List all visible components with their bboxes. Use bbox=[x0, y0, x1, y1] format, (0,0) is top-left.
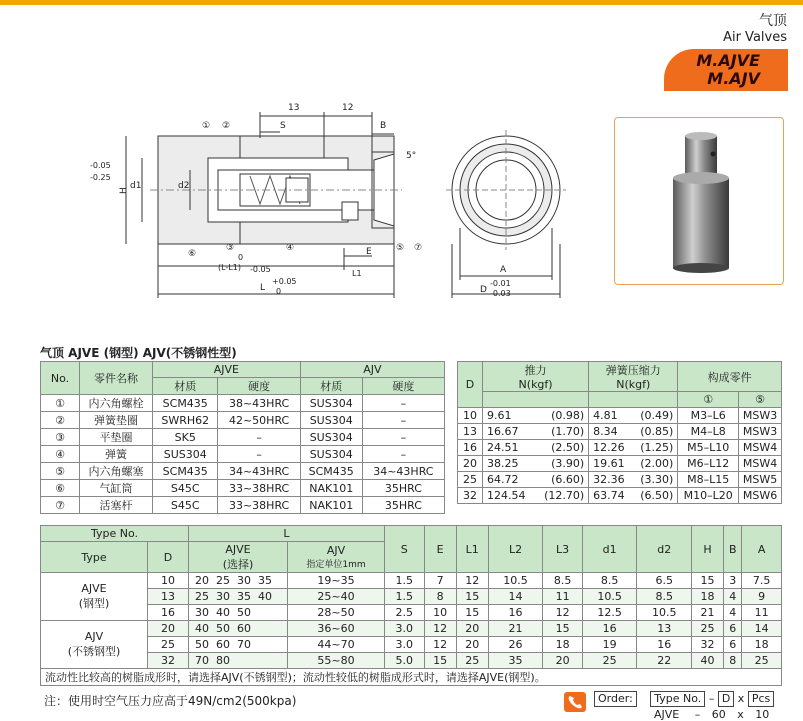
page-title-en: Air Valves bbox=[723, 30, 787, 45]
table-row bbox=[41, 497, 445, 514]
type-cell bbox=[41, 573, 148, 621]
table-cell: M3–L6 bbox=[678, 408, 739, 424]
table-cell: 20 bbox=[543, 653, 583, 669]
table-cell: 20 25 30 35 bbox=[189, 573, 288, 589]
table-cell: 25 30 35 40 bbox=[189, 589, 288, 605]
table-cell: 36~60 bbox=[288, 621, 385, 637]
table-cell: SCM435 bbox=[300, 463, 362, 480]
col-ajv: AJV bbox=[300, 362, 444, 378]
table-row bbox=[41, 446, 445, 463]
table-cell: 32 bbox=[691, 637, 723, 653]
force-spacer bbox=[483, 392, 589, 408]
col-l: L bbox=[189, 526, 385, 542]
table-cell: 13 bbox=[637, 621, 692, 637]
col-force bbox=[483, 362, 589, 392]
table-cell: ⑥ bbox=[41, 480, 80, 497]
table-cell: SK5 bbox=[153, 429, 218, 446]
table-cell: 8.5 bbox=[582, 573, 637, 589]
dim-e: E bbox=[366, 247, 372, 257]
table-cell: 16 bbox=[148, 605, 189, 621]
parts-table bbox=[40, 361, 445, 514]
table-cell: 气缸筒 bbox=[80, 480, 153, 497]
table-cell: 弹簧垫圈 bbox=[80, 412, 153, 429]
force-unit: N(kgf) bbox=[518, 378, 553, 391]
table-cell: 2.5 bbox=[385, 605, 425, 621]
table-cell: MSW6 bbox=[739, 488, 782, 504]
table-cell: S45C bbox=[153, 497, 218, 514]
table-cell: 22 bbox=[637, 653, 692, 669]
type-cell bbox=[41, 621, 148, 669]
table-cell: (0.98) bbox=[535, 408, 589, 424]
dim-ll1-bot: -0.05 bbox=[250, 265, 271, 274]
table-row bbox=[458, 424, 782, 440]
table-cell: 15 bbox=[424, 653, 456, 669]
spring-label: 弹簧压缩力 bbox=[605, 364, 661, 377]
dimension-note: 流动性比较高的树脂成形时，请选择AJV(不锈钢型)；流动性较低的树脂成形式时，请选择AJVE(钢型)。 bbox=[41, 669, 782, 686]
footer-note: 注：使用时空气压力应高于49N/cm2(500kpa) bbox=[44, 694, 297, 708]
table-cell: 1.5 bbox=[385, 573, 425, 589]
table-cell: 6 bbox=[724, 621, 742, 637]
order-label: Order: bbox=[594, 691, 637, 707]
table-cell: 平垫圈 bbox=[80, 429, 153, 446]
col-d: D bbox=[458, 362, 483, 408]
table-cell: 3 bbox=[724, 573, 742, 589]
table-cell: MSW4 bbox=[739, 456, 782, 472]
order-ex-type: AJVE bbox=[654, 708, 680, 721]
table-cell: ② bbox=[41, 412, 80, 429]
table-cell: 124.54 bbox=[483, 488, 535, 504]
table-cell: MSW4 bbox=[739, 440, 782, 456]
phone-icon bbox=[564, 692, 586, 712]
table-cell: – bbox=[362, 412, 444, 429]
col-l2: L2 bbox=[488, 526, 543, 573]
parts-table-title: 气顶 AJVE (钢型) AJV(不锈钢性型) bbox=[40, 346, 237, 360]
table-row bbox=[458, 408, 782, 424]
dimension-table bbox=[40, 525, 782, 686]
table-row bbox=[41, 429, 445, 446]
col-l1: L1 bbox=[456, 526, 488, 573]
order-ex-pcs: 10 bbox=[755, 708, 770, 721]
order-d: D bbox=[718, 691, 734, 707]
table-cell: NAK101 bbox=[300, 497, 362, 514]
spring-unit: N(kgf) bbox=[616, 378, 651, 391]
dim-l-top: +0.05 bbox=[272, 277, 297, 286]
table-cell: (6.50) bbox=[632, 488, 678, 504]
col-part1: ① bbox=[678, 392, 739, 408]
table-cell: 15 bbox=[691, 573, 723, 589]
table-row bbox=[458, 456, 782, 472]
callout-7: ⑦ bbox=[414, 243, 423, 253]
table-cell: 42~50HRC bbox=[218, 412, 300, 429]
table-cell: (1.25) bbox=[632, 440, 678, 456]
table-cell: 8.5 bbox=[543, 573, 583, 589]
table-cell: MSW3 bbox=[739, 424, 782, 440]
dim-a: A bbox=[500, 265, 507, 275]
dim-d1: d1 bbox=[130, 181, 142, 191]
table-row bbox=[41, 395, 445, 412]
spring-spacer bbox=[589, 392, 678, 408]
table-cell: 18 bbox=[742, 637, 782, 653]
table-cell: 44~70 bbox=[288, 637, 385, 653]
ajv-l-label: AJV bbox=[326, 544, 346, 557]
order-ex-dash: – bbox=[694, 708, 701, 721]
table-cell: 25 bbox=[691, 621, 723, 637]
table-cell: 10.5 bbox=[488, 573, 543, 589]
table-cell: 14 bbox=[742, 621, 782, 637]
table-cell: (0.49) bbox=[632, 408, 678, 424]
dim-13: 13 bbox=[288, 103, 300, 113]
table-cell: 10 bbox=[458, 408, 483, 424]
table-cell: 7 bbox=[424, 573, 456, 589]
table-cell: 50 60 70 bbox=[189, 637, 288, 653]
table-cell: 18 bbox=[543, 637, 583, 653]
order-ex-x: x bbox=[737, 708, 744, 721]
type-name: AJVE bbox=[81, 582, 107, 595]
table-cell: 30 40 50 bbox=[189, 605, 288, 621]
table-cell: 10.5 bbox=[637, 605, 692, 621]
col-type: Type bbox=[41, 542, 148, 573]
table-cell: 40 50 60 bbox=[189, 621, 288, 637]
table-cell: SUS304 bbox=[300, 446, 362, 463]
table-cell: 11 bbox=[742, 605, 782, 621]
table-row bbox=[41, 621, 782, 637]
table-cell: 11 bbox=[543, 589, 583, 605]
table-cell: M6–L12 bbox=[678, 456, 739, 472]
table-cell: – bbox=[218, 446, 300, 463]
table-cell: 8.5 bbox=[637, 589, 692, 605]
table-cell: SUS304 bbox=[153, 446, 218, 463]
dim-d2: d2 bbox=[178, 181, 190, 191]
table-cell: 21 bbox=[691, 605, 723, 621]
order-typeno: Type No. bbox=[650, 691, 705, 707]
table-cell: 19 bbox=[582, 637, 637, 653]
order-x: x bbox=[737, 692, 745, 705]
table-cell: 6.5 bbox=[637, 573, 692, 589]
table-cell: SCM435 bbox=[153, 395, 218, 412]
table-cell: (2.50) bbox=[535, 440, 589, 456]
col-spring bbox=[589, 362, 678, 392]
dim-ll1: (L-L1) bbox=[218, 263, 241, 272]
badge-line2: M.AJV bbox=[707, 69, 760, 88]
type-name: AJV bbox=[84, 630, 104, 643]
table-cell: 20 bbox=[148, 621, 189, 637]
table-cell: 8.34 bbox=[589, 424, 633, 440]
col-hard-ajv: 硬度 bbox=[362, 378, 444, 395]
table-row bbox=[458, 440, 782, 456]
table-cell: 8 bbox=[424, 589, 456, 605]
table-cell: 28~50 bbox=[288, 605, 385, 621]
table-row bbox=[41, 605, 782, 621]
table-cell: ⑤ bbox=[41, 463, 80, 480]
table-cell: 9 bbox=[742, 589, 782, 605]
dim-b: B bbox=[380, 121, 387, 131]
table-cell: 70 80 bbox=[189, 653, 288, 669]
table-cell: 25 bbox=[742, 653, 782, 669]
product-photo bbox=[614, 117, 784, 285]
table-cell: 15 bbox=[543, 621, 583, 637]
table-cell: 3.0 bbox=[385, 637, 425, 653]
table-cell: 38.25 bbox=[483, 456, 535, 472]
table-cell: 40 bbox=[691, 653, 723, 669]
table-cell: 16 bbox=[488, 605, 543, 621]
table-cell: SWRH62 bbox=[153, 412, 218, 429]
order-format bbox=[594, 691, 774, 721]
ajve-l-sub: (选择) bbox=[222, 557, 254, 571]
table-cell: 12 bbox=[456, 573, 488, 589]
table-cell: – bbox=[362, 446, 444, 463]
table-cell: SCM435 bbox=[153, 463, 218, 480]
table-cell: 13 bbox=[458, 424, 483, 440]
col-no: No. bbox=[41, 362, 80, 395]
table-cell: (3.90) bbox=[535, 456, 589, 472]
order-pcs: Pcs bbox=[748, 691, 774, 707]
table-cell: 20 bbox=[458, 456, 483, 472]
table-cell: NAK101 bbox=[300, 480, 362, 497]
table-cell: 6 bbox=[724, 637, 742, 653]
table-cell: 13 bbox=[148, 589, 189, 605]
dim-d-bot: -0.03 bbox=[490, 289, 511, 298]
table-cell: 12.5 bbox=[582, 605, 637, 621]
table-cell: 34~43HRC bbox=[218, 463, 300, 480]
table-cell: 3.0 bbox=[385, 621, 425, 637]
table-cell: 33~38HRC bbox=[218, 480, 300, 497]
table-cell: 25 bbox=[458, 472, 483, 488]
col-d2: d2 bbox=[637, 526, 692, 573]
table-row bbox=[41, 412, 445, 429]
table-cell: 12 bbox=[543, 605, 583, 621]
table-cell: (12.70) bbox=[535, 488, 589, 504]
table-cell: 活塞杆 bbox=[80, 497, 153, 514]
col-name: 零件名称 bbox=[80, 362, 153, 395]
type-sub: (钢型) bbox=[78, 597, 110, 610]
dim-12: 12 bbox=[342, 103, 354, 113]
table-cell: 63.74 bbox=[589, 488, 633, 504]
table-cell: – bbox=[362, 395, 444, 412]
table-cell: 25 bbox=[456, 653, 488, 669]
dim-d-top: -0.01 bbox=[490, 279, 511, 288]
table-cell: – bbox=[362, 429, 444, 446]
table-cell: 16 bbox=[458, 440, 483, 456]
dim-l: L bbox=[260, 283, 266, 293]
col-part5: ⑤ bbox=[739, 392, 782, 408]
table-cell: 19.61 bbox=[589, 456, 633, 472]
table-row bbox=[41, 637, 782, 653]
table-cell: ① bbox=[41, 395, 80, 412]
table-cell: 弹簧 bbox=[80, 446, 153, 463]
table-cell: ③ bbox=[41, 429, 80, 446]
table-cell: SUS304 bbox=[300, 412, 362, 429]
table-cell: – bbox=[218, 429, 300, 446]
table-cell: 10.5 bbox=[582, 589, 637, 605]
table-cell: 35 bbox=[488, 653, 543, 669]
table-cell: 35HRC bbox=[362, 480, 444, 497]
col-h: H bbox=[691, 526, 723, 573]
table-row bbox=[41, 653, 782, 669]
table-cell: 18 bbox=[691, 589, 723, 605]
table-cell: 7.5 bbox=[742, 573, 782, 589]
force-table bbox=[457, 361, 782, 504]
table-cell: 10 bbox=[424, 605, 456, 621]
table-row bbox=[458, 488, 782, 504]
dim-h-tol-bot: -0.25 bbox=[90, 173, 111, 182]
type-sub: (不锈钢型) bbox=[67, 645, 121, 658]
table-cell: 16 bbox=[637, 637, 692, 653]
callout-5: ⑤ bbox=[396, 243, 405, 253]
table-cell: 12 bbox=[424, 637, 456, 653]
col-d1: d1 bbox=[582, 526, 637, 573]
table-cell: 21 bbox=[488, 621, 543, 637]
col-s: S bbox=[385, 526, 425, 573]
table-row bbox=[41, 463, 445, 480]
col-mat-ajv: 材质 bbox=[300, 378, 362, 395]
table-row bbox=[458, 472, 782, 488]
table-cell: 26 bbox=[488, 637, 543, 653]
table-cell: 19~35 bbox=[288, 573, 385, 589]
order-example bbox=[654, 708, 774, 721]
table-cell: (2.00) bbox=[632, 456, 678, 472]
table-cell: 14 bbox=[488, 589, 543, 605]
ajve-l-label: AJVE bbox=[225, 542, 251, 556]
table-cell: 16.67 bbox=[483, 424, 535, 440]
col-b: B bbox=[724, 526, 742, 573]
table-row bbox=[41, 480, 445, 497]
table-cell: 55~80 bbox=[288, 653, 385, 669]
badge-line1: M.AJVE bbox=[696, 51, 760, 70]
dim-d: D bbox=[480, 285, 487, 295]
table-cell: 8 bbox=[724, 653, 742, 669]
order-ex-d: 60 bbox=[711, 708, 726, 721]
table-cell: 4 bbox=[724, 589, 742, 605]
table-cell: (3.30) bbox=[632, 472, 678, 488]
table-cell: MSW5 bbox=[739, 472, 782, 488]
table-cell: 24.51 bbox=[483, 440, 535, 456]
table-cell: 4.81 bbox=[589, 408, 633, 424]
table-cell: 64.72 bbox=[483, 472, 535, 488]
table-cell: 20 bbox=[456, 621, 488, 637]
col-ajve-l bbox=[189, 542, 288, 573]
table-cell: 32.36 bbox=[589, 472, 633, 488]
table-cell: M5–L10 bbox=[678, 440, 739, 456]
table-cell: M4–L8 bbox=[678, 424, 739, 440]
table-cell: 5.0 bbox=[385, 653, 425, 669]
table-cell: 35HRC bbox=[362, 497, 444, 514]
col-ajv-l bbox=[288, 542, 385, 573]
ajv-l-sub: 指定单位1mm bbox=[306, 560, 366, 570]
table-cell: 20 bbox=[456, 637, 488, 653]
table-cell: SUS304 bbox=[300, 429, 362, 446]
col-a: A bbox=[742, 526, 782, 573]
table-cell: 25~40 bbox=[288, 589, 385, 605]
table-cell: 34~43HRC bbox=[362, 463, 444, 480]
dim-5deg: 5° bbox=[406, 151, 417, 161]
table-cell: (1.70) bbox=[535, 424, 589, 440]
col-typeno: Type No. bbox=[41, 526, 189, 542]
table-cell: (0.85) bbox=[632, 424, 678, 440]
table-cell: 25 bbox=[148, 637, 189, 653]
col-l3: L3 bbox=[543, 526, 583, 573]
dim-l-bot: 0 bbox=[276, 287, 282, 296]
table-cell: (6.60) bbox=[535, 472, 589, 488]
technical-drawing bbox=[90, 98, 570, 308]
table-cell: 内六角螺塞 bbox=[80, 463, 153, 480]
dimension-table-body bbox=[41, 573, 782, 669]
callout-1: ① bbox=[202, 121, 211, 131]
force-label: 推力 bbox=[524, 364, 547, 377]
table-cell: 1.5 bbox=[385, 589, 425, 605]
table-row bbox=[41, 589, 782, 605]
table-cell: 38~43HRC bbox=[218, 395, 300, 412]
table-cell: 15 bbox=[456, 605, 488, 621]
col-ajve: AJVE bbox=[153, 362, 301, 378]
table-cell: 12 bbox=[424, 621, 456, 637]
table-cell: 10 bbox=[148, 573, 189, 589]
table-cell: 内六角螺栓 bbox=[80, 395, 153, 412]
table-cell: 4 bbox=[724, 605, 742, 621]
model-badge bbox=[664, 49, 788, 91]
dim-l1: L1 bbox=[352, 269, 362, 278]
callout-6: ⑥ bbox=[188, 249, 197, 259]
table-cell: S45C bbox=[153, 480, 218, 497]
table-cell: 25 bbox=[582, 653, 637, 669]
top-accent-bar bbox=[0, 0, 803, 5]
parts-table-body bbox=[41, 395, 445, 514]
col-mat-ajve: 材质 bbox=[153, 378, 218, 395]
col-e: E bbox=[424, 526, 456, 573]
table-cell: 16 bbox=[582, 621, 637, 637]
callout-3: ③ bbox=[226, 243, 235, 253]
table-cell: 32 bbox=[458, 488, 483, 504]
callout-4: ④ bbox=[286, 243, 295, 253]
table-cell: ④ bbox=[41, 446, 80, 463]
table-row bbox=[41, 573, 782, 589]
dim-ll1-top: 0 bbox=[238, 253, 244, 262]
table-cell: SUS304 bbox=[300, 395, 362, 412]
table-cell: 12.26 bbox=[589, 440, 633, 456]
callout-2: ② bbox=[222, 121, 231, 131]
force-table-body bbox=[458, 408, 782, 504]
dim-h-tol-top: -0.05 bbox=[90, 161, 111, 170]
table-cell: 9.61 bbox=[483, 408, 535, 424]
table-cell: 15 bbox=[456, 589, 488, 605]
dim-h: H bbox=[119, 187, 129, 194]
dim-s: S bbox=[280, 121, 286, 131]
table-cell: 32 bbox=[148, 653, 189, 669]
col-hard-ajve: 硬度 bbox=[218, 378, 300, 395]
table-cell: ⑦ bbox=[41, 497, 80, 514]
col-parts: 构成零件 bbox=[678, 362, 782, 392]
table-cell: M8–L15 bbox=[678, 472, 739, 488]
page-title-cn: 气顶 bbox=[759, 13, 787, 29]
table-cell: M10–L20 bbox=[678, 488, 739, 504]
order-dash: – bbox=[708, 692, 715, 705]
table-cell: MSW3 bbox=[739, 408, 782, 424]
col-dd: D bbox=[148, 542, 189, 573]
table-cell: 33~38HRC bbox=[218, 497, 300, 514]
